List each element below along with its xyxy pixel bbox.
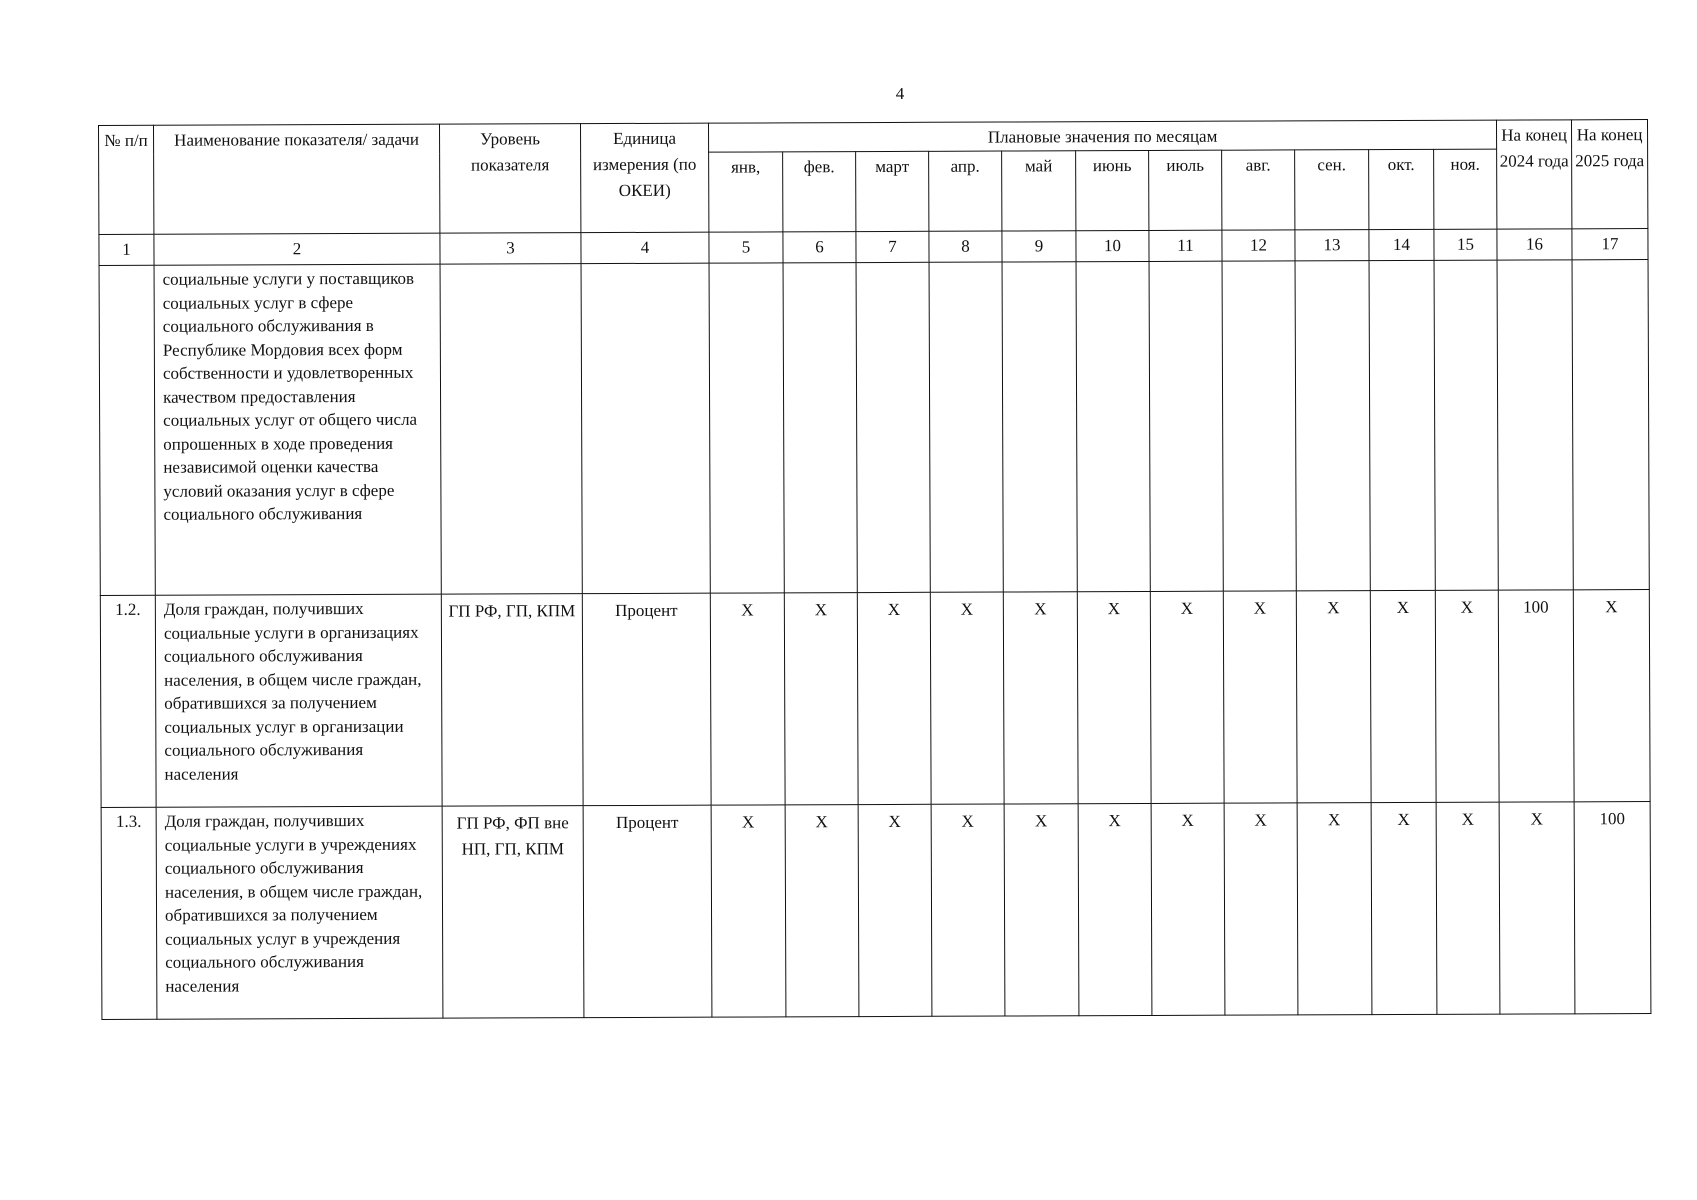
column-number: 12 <box>1222 230 1295 261</box>
value-cell: Х <box>1150 591 1224 803</box>
value-cell: Х <box>1435 590 1499 802</box>
indicator-unit: Процент <box>582 593 711 805</box>
indicator-name: социальные услуги у поставщиков социальных услуг в сфере социального обслуживания в Республике Мордовия всех форм собственности и удовлетворенных качеством предоставления социальных услуг от общего числа опрошенных в ходе проведения независимой оценки качества условий оказания услуг в сфере социального обслуживания <box>154 264 441 595</box>
value-cell <box>1369 260 1435 590</box>
value-cell: Х <box>857 592 931 804</box>
column-number: 11 <box>1149 230 1222 261</box>
column-number: 4 <box>581 232 709 263</box>
value-cell <box>856 262 930 592</box>
value-cell: Х <box>931 804 1005 1016</box>
column-number: 2 <box>154 233 440 265</box>
value-cell: Х <box>930 592 1004 804</box>
indicator-plan-table <box>98 119 1651 1020</box>
value-cell: Х <box>858 804 932 1016</box>
value-cell: Х <box>1297 803 1372 1015</box>
header-col-monthly: Плановые значения по месяцам <box>708 120 1496 152</box>
indicator-name: Доля граждан, получивших социальные услуги в учреждениях социального обслуживания населения, в общем числе граждан, обратившихся за получением социальных услуг в учреждения социального обслуживания населения <box>156 806 443 1019</box>
value-cell <box>1076 261 1150 591</box>
value-cell: Х <box>1078 803 1152 1015</box>
row-number: 1.2. <box>100 595 156 807</box>
value-cell: Х <box>1003 592 1078 804</box>
value-cell: Х <box>1370 590 1436 802</box>
value-cell <box>929 262 1003 592</box>
column-number: 14 <box>1369 229 1434 260</box>
indicator-level: ГП РФ, ФП вне НП, ГП, КПМ <box>442 806 584 1019</box>
header-month: сен. <box>1295 150 1369 230</box>
indicator-level <box>440 264 582 595</box>
value-cell <box>1572 260 1649 590</box>
value-cell: Х <box>1224 803 1298 1015</box>
column-number: 10 <box>1076 230 1149 261</box>
value-cell: Х <box>1499 802 1575 1014</box>
value-cell: Х <box>1573 590 1650 802</box>
indicator-name: Доля граждан, получивших социальные услуги в организациях социального обслуживания населения, в общем числе граждан, обратившихся за получением социальных услуг в организации социального обслуживания населения <box>155 594 442 807</box>
value-cell: Х <box>784 593 858 805</box>
value-cell: Х <box>1296 591 1371 803</box>
header-month: июнь <box>1076 150 1149 230</box>
value-cell: Х <box>710 593 785 805</box>
value-cell <box>1295 261 1370 591</box>
value-cell <box>1434 260 1498 590</box>
column-number: 13 <box>1295 230 1369 261</box>
column-number: 3 <box>440 233 581 265</box>
row-number: 1.3. <box>101 807 157 1019</box>
value-cell: Х <box>1151 803 1225 1015</box>
value-cell: Х <box>711 805 786 1017</box>
header-col-end-2025: На конец 2025 года <box>1572 120 1648 229</box>
table-row <box>101 802 1651 1020</box>
value-cell: Х <box>1371 802 1437 1014</box>
column-number: 16 <box>1497 229 1572 260</box>
header-month: ноя. <box>1434 149 1497 229</box>
table-row <box>100 590 1650 808</box>
value-cell <box>709 263 784 593</box>
column-number: 9 <box>1002 231 1076 262</box>
header-month: окт. <box>1369 149 1434 229</box>
column-number: 8 <box>929 231 1002 262</box>
header-col-name: Наименование показателя/ задачи <box>154 124 440 234</box>
header-month: апр. <box>929 151 1002 231</box>
value-cell: Х <box>785 805 859 1017</box>
value-cell <box>1002 262 1077 592</box>
value-cell: Х <box>1004 804 1079 1016</box>
value-cell: Х <box>1223 591 1297 803</box>
value-cell: 100 <box>1498 590 1574 802</box>
indicator-unit: Процент <box>583 805 712 1017</box>
page-number: 4 <box>895 84 905 103</box>
indicator-level: ГП РФ, ГП, КПМ <box>441 594 583 807</box>
header-col-unit: Единица измерения (по ОКЕИ) <box>580 123 708 232</box>
column-number: 5 <box>709 232 783 263</box>
header-month: янв, <box>709 152 783 232</box>
header-month: май <box>1002 151 1076 231</box>
header-col-num: № п/п <box>99 125 154 234</box>
column-number: 15 <box>1434 229 1497 260</box>
header-month: авг. <box>1222 150 1295 230</box>
value-cell <box>1497 260 1573 590</box>
value-cell: 100 <box>1574 802 1651 1014</box>
header-month: март <box>856 151 929 231</box>
indicator-unit <box>581 263 710 593</box>
row-number <box>99 265 155 595</box>
value-cell <box>783 263 857 593</box>
column-number: 6 <box>783 232 856 263</box>
value-cell: Х <box>1077 591 1151 803</box>
column-number: 1 <box>99 234 154 265</box>
table-row <box>99 260 1649 596</box>
header-month: июль <box>1149 150 1222 230</box>
value-cell <box>1149 261 1223 591</box>
header-month: фев. <box>783 152 856 232</box>
value-cell: Х <box>1436 802 1500 1014</box>
header-col-level: Уровень показателя <box>439 124 580 234</box>
column-number: 17 <box>1572 229 1648 260</box>
header-col-end-2024: На конец 2024 года <box>1497 120 1572 229</box>
value-cell <box>1222 261 1296 591</box>
column-number: 7 <box>856 231 929 262</box>
